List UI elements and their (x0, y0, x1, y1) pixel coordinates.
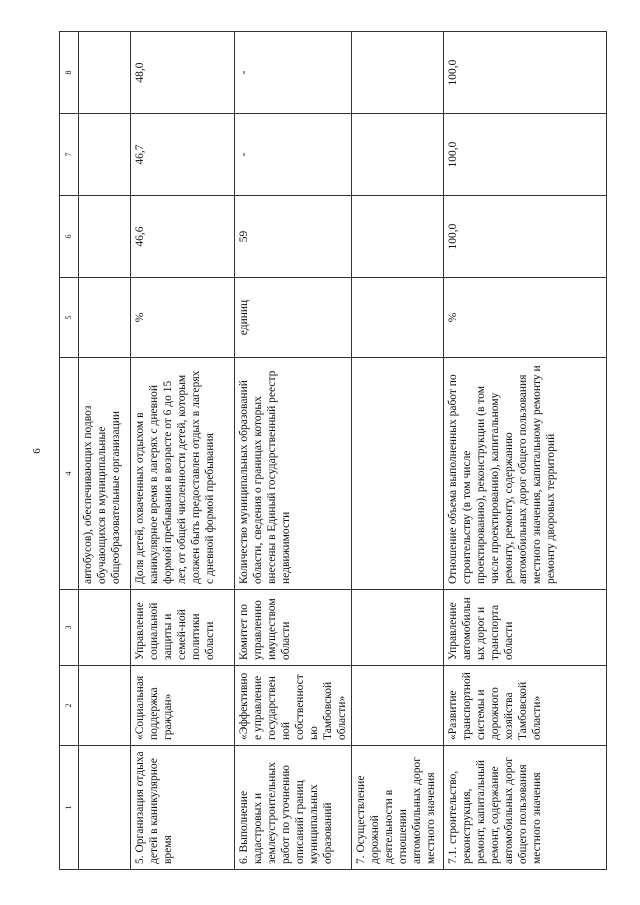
unit-cell: % (444, 278, 607, 358)
column-header: 8 (60, 32, 79, 114)
column-header: 3 (60, 590, 79, 666)
activity-cell: 7.1. строительство, реконструкция, ремонт, капитальный ремонт, содержание автомобильных дорог общего пользования местного значения (444, 746, 607, 870)
program-cell: «Развитие транспортной системы и дорожного хозяйства Тамбовской области» (444, 666, 607, 746)
unit-cell: % (131, 278, 235, 358)
indicator-cell: Доля детей, охваченных отдыхом в каникулярное время в лагерях с дневной формой пребывания в возрасте от 6 до 15 лет, от общей численности детей, которым должен быть предоставлен отдых в лагерях с дневной формой пребывания (131, 358, 235, 590)
table-row (79, 32, 131, 870)
activity-cell: 6. Выполнение кадастровых и землеустроительных работ по уточнению описаний границ муниципальных образований (235, 746, 352, 870)
value-cell (79, 32, 131, 114)
executor-cell (79, 590, 131, 666)
indicator-cell: автобусов), обеспечивающих подвоз обучающихся в муниципальные общеобразовательные организации (79, 358, 131, 590)
program-cell: «Социальная поддержка граждан» (131, 666, 235, 746)
value-cell: 59 (235, 196, 352, 278)
column-header: 6 (60, 196, 79, 278)
page-number: 6 (30, 448, 43, 454)
executor-cell: Управление социальной защиты и семей-ной политики области (131, 590, 235, 666)
value-cell: 46,7 (131, 114, 235, 196)
indicator-cell: Количество муниципальных образований области, сведения о границах которых внесены в Единый государственный реестр недвижимости (235, 358, 352, 590)
value-cell: - (235, 114, 352, 196)
program-cell: «Эффективное управление государственной собственностью Тамбовской области» (235, 666, 352, 746)
value-cell (79, 196, 131, 278)
value-cell (352, 32, 444, 114)
value-cell: 100,0 (444, 114, 607, 196)
column-number-row (60, 32, 79, 870)
column-header: 5 (60, 278, 79, 358)
value-cell: 100,0 (444, 196, 607, 278)
executor-cell: Управление автомобильных дорог и транспорта области (444, 590, 607, 666)
activity-cell: 7. Осуществление дорожной деятельности в отношении автомобильных дорог местного значения (352, 746, 444, 870)
executor-cell (352, 590, 444, 666)
value-cell: 46,6 (131, 196, 235, 278)
activity-cell: 5. Организация отдыха детей в каникулярное время (131, 746, 235, 870)
column-header: 7 (60, 114, 79, 196)
value-cell: 48,0 (131, 32, 235, 114)
value-cell: 100,0 (444, 32, 607, 114)
column-header: 4 (60, 358, 79, 590)
value-cell: - (235, 32, 352, 114)
indicator-cell (352, 358, 444, 590)
unit-cell (352, 278, 444, 358)
executor-cell: Комитет по управлению имуществом области (235, 590, 352, 666)
value-cell (352, 196, 444, 278)
unit-cell: единиц (235, 278, 352, 358)
table-row (352, 32, 444, 870)
column-header: 1 (60, 746, 79, 870)
column-header: 2 (60, 666, 79, 746)
value-cell (79, 114, 131, 196)
rotated-table-container (59, 32, 603, 870)
indicator-cell: Отношение объема выполненных работ по строительству (в том числе проектированию), реконструкции (в том числе проектированию), капитальному ремонту, ремонту, содержанию автомобильных дорог общего пользования местного значения, капитальному ремонту и ремонту дворовых территорий (444, 358, 607, 590)
activity-cell (79, 746, 131, 870)
value-cell (352, 114, 444, 196)
table-row (444, 32, 607, 870)
program-cell (352, 666, 444, 746)
program-cell (79, 666, 131, 746)
table-row (235, 32, 352, 870)
table-row (131, 32, 235, 870)
unit-cell (79, 278, 131, 358)
indicators-table (59, 31, 607, 870)
